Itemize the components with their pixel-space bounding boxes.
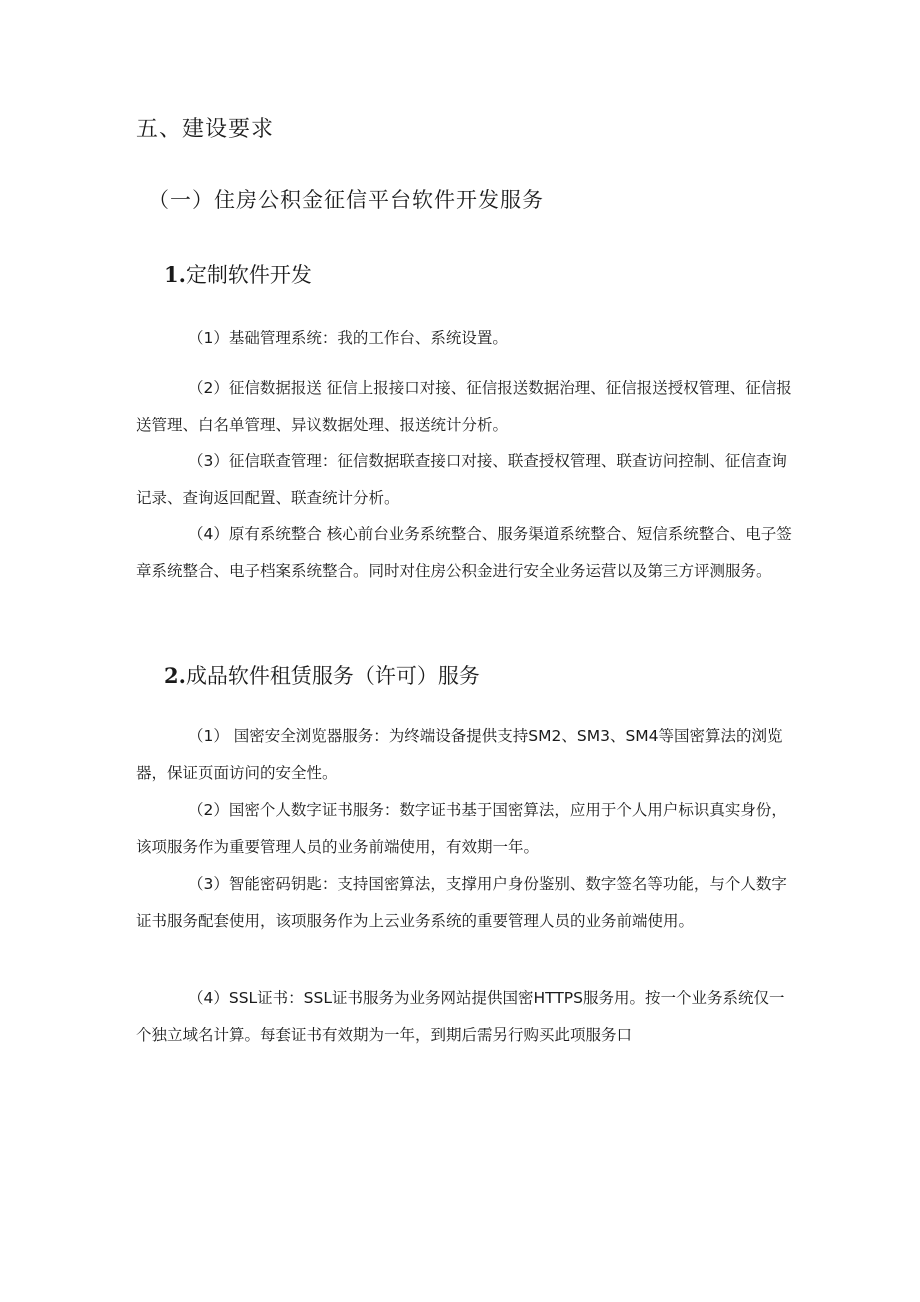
subsection-title: （一）住房公积金征信平台软件开发服务 — [148, 188, 544, 212]
part2-item-4: （4）SSL证书：SSL证书服务为业务网站提供国密HTTPS服务用。按一个业务系统仅一个独立域名计算。每套证书有效期为一年，到期后需另行购买此项服务口 — [136, 989, 785, 1044]
section-title: 五、建设要求 — [136, 117, 275, 142]
part2-item-1: （1） 国密安全浏览器服务：为终端设备提供支持SM2、SM3、SM4等国密算法的浏览器，保证页面访问的安全性。 — [136, 727, 783, 782]
part1-item-1: （1）基础管理系统：我的工作台、系统设置。 — [188, 329, 508, 347]
part1-heading — [164, 259, 312, 289]
part1-title: 定制软件开发 — [185, 263, 312, 287]
part2-number: 2. — [164, 663, 186, 688]
part1-number: 1. — [164, 262, 186, 287]
part2-heading — [164, 660, 480, 690]
part2-item-3: （3）智能密码钥匙：支持国密算法，支撑用户身份鉴别、数字签名等功能，与个人数字证书服务配套使用，该项服务作为上云业务系统的重要管理人员的业务前端使用。 — [136, 875, 787, 930]
part1-item-2: （2）征信数据报送 征信上报接口对接、征信报送数据治理、征信报送授权管理、征信报送管理、白名单管理、异议数据处理、报送统计分析。 — [136, 379, 792, 434]
part2-item-2: （2）国密个人数字证书服务：数字证书基于国密算法，应用于个人用户标识真实身份，该项服务作为重要管理人员的业务前端使用，有效期一年。 — [136, 801, 787, 856]
part1-item-4: （4）原有系统整合 核心前台业务系统整合、服务渠道系统整合、短信系统整合、电子签章系统整合、电子档案系统整合。同时对住房公积金进行安全业务运营以及第三方评测服务。 — [136, 525, 792, 580]
part2-title: 成品软件租赁服务（许可）服务 — [185, 664, 480, 688]
part1-item-3: （3）征信联查管理：征信数据联查接口对接、联查授权管理、联查访问控制、征信查询记录、查询返回配置、联查统计分析。 — [136, 452, 787, 507]
